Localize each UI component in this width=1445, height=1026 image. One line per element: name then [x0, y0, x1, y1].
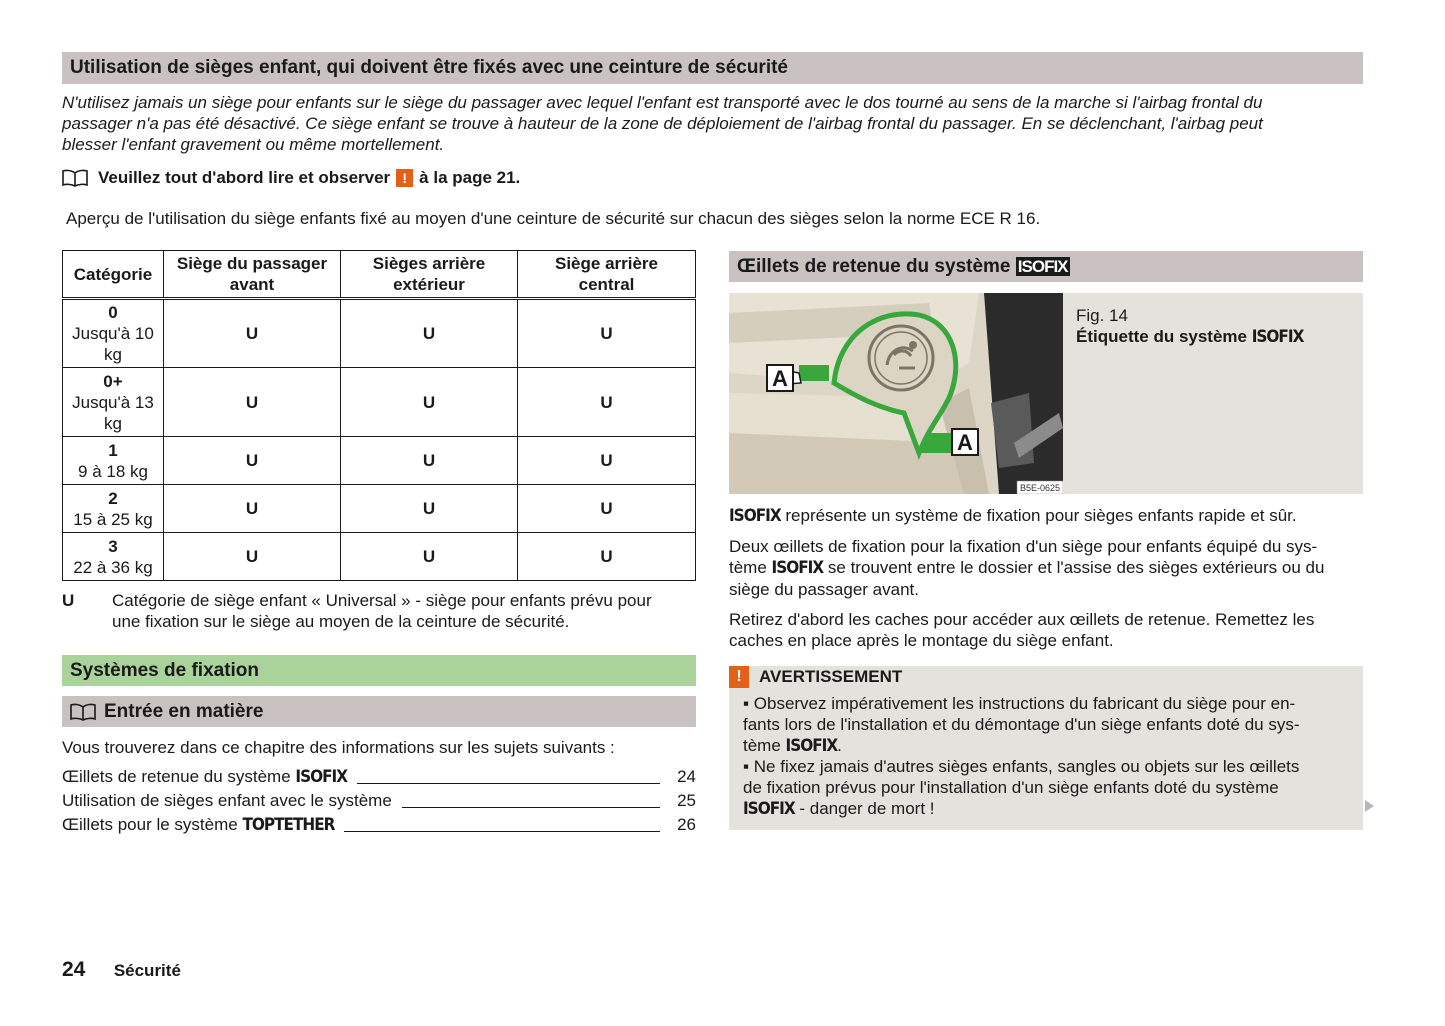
page-number: 24 [62, 958, 86, 981]
read-first-text: Veuillez tout d'abord lire et observer [98, 168, 391, 187]
value-cell: U [518, 368, 696, 437]
category-cell: 1 9 à 18 kg [63, 437, 164, 485]
category-cell: 0+ Jusqu'à 13 kg [63, 368, 164, 437]
section-heading-seatbelt [62, 52, 1363, 84]
page-footer [62, 958, 181, 982]
value-cell: U [341, 437, 518, 485]
italic-line: blesser l'enfant gravement ou même mortellement. [62, 135, 445, 154]
table-header-rear-center: Siège arrière central [518, 251, 696, 299]
value-cell: U [518, 485, 696, 533]
book-icon [70, 703, 96, 721]
section-heading-isofix [729, 251, 1363, 282]
table-row [63, 533, 696, 581]
intro-italic-paragraph [62, 92, 1372, 155]
value-cell: U [164, 299, 341, 368]
isofix-logo: ISOFIX [295, 767, 348, 787]
table-header-category: Catégorie [63, 251, 164, 299]
toptether-logo: TOPTETHER [242, 815, 335, 835]
next-page-arrow-icon[interactable] [1365, 800, 1374, 812]
isofix-logo: ISOFIX [785, 736, 838, 756]
read-first-page-ref[interactable]: à la page 21. [419, 168, 521, 187]
toc-page: 25 [677, 791, 696, 810]
legend-line: Catégorie de siège enfant « Universal » - siège pour enfants prévu pour [112, 591, 652, 610]
table-row [63, 368, 696, 437]
fig-caption-text: Étiquette du système [1076, 327, 1247, 346]
value-cell: U [341, 299, 518, 368]
book-icon [62, 169, 88, 187]
toc-entry-toptether[interactable] [62, 815, 696, 839]
italic-line: passager n'a pas été désactivé. Ce siège enfant se trouve à hauteur de la zone de déploiement de l'airbag frontal du passager. En se déclenchant, l'airbag peut [62, 114, 1263, 133]
warning-ref-icon[interactable] [396, 169, 413, 187]
toc-page: 26 [677, 815, 696, 834]
isofix-logo: ISOFIX [771, 558, 824, 578]
warning-icon: ! [729, 666, 749, 688]
isofix-description: ISOFIX représente un système de fixation pour sièges enfants rapide et sûr. [729, 506, 1297, 526]
isofix-logo: ISOFIX [729, 506, 781, 526]
figure-panel [729, 293, 1363, 494]
intro-heading-text: Entrée en matière [104, 701, 264, 722]
read-first-notice [62, 166, 520, 190]
warning-box [729, 666, 1363, 830]
intro-heading [62, 696, 696, 727]
figure-caption [1076, 305, 1303, 348]
legend-key: U [62, 591, 75, 610]
value-cell: U [164, 533, 341, 581]
child-seat-category-table [62, 250, 696, 581]
category-cell: 2 15 à 25 kg [63, 485, 164, 533]
table-header-front-passenger: Siège du passager avant [164, 251, 341, 299]
footer-section: Sécurité [113, 961, 181, 980]
warning-item: ▪ Observez impérativement les instructions du fabricant du siège pour en- fants lors de l'installation et du démontage d'un siège enfants doté du sys- tème ISOFIX. [743, 694, 1300, 756]
legend-line: une fixation sur le siège au moyen de la ceinture de sécurité. [112, 612, 570, 631]
isofix-logo: ISOFIX [1017, 257, 1068, 276]
bullet: ▪ [743, 694, 750, 713]
table-row [63, 299, 696, 368]
toc-label: Utilisation de sièges enfant avec le système [62, 791, 392, 810]
table-row [63, 485, 696, 533]
table-header-rear-outer: Sièges arrière extérieur [341, 251, 518, 299]
value-cell: U [341, 368, 518, 437]
warning-item: ▪ Ne fixez jamais d'autres sièges enfants, sangles ou objets sur les œillets de fixation prévus pour l'installation d'un siège enfants doté du système ISOFIX - danger de mort ! [743, 757, 1300, 819]
toc-entry-usage[interactable] [62, 791, 696, 815]
value-cell: U [164, 485, 341, 533]
toc-label: Œillets pour le système [62, 815, 238, 834]
bullet: ▪ [743, 757, 750, 776]
figure-marker-a: A [957, 430, 973, 455]
isofix-logo: ISOFIX [743, 799, 795, 819]
value-cell: U [341, 485, 518, 533]
fig-number: Fig. 14 [1076, 306, 1128, 325]
section-heading-isofix-text: Œillets de retenue du système [737, 256, 1011, 277]
table-row [63, 437, 696, 485]
value-cell: U [518, 533, 696, 581]
category-cell: 0 Jusqu'à 10 kg [63, 299, 164, 368]
caps-paragraph: Retirez d'abord les caches pour accéder aux œillets de retenue. Remettez les caches en place après le montage du siège enfant. [729, 610, 1315, 650]
warning-ref-glyph: ! [402, 170, 407, 186]
figure-marker-a: A [772, 366, 788, 391]
overview-paragraph: Aperçu de l'utilisation du siège enfants fixé au moyen d'une ceinture de sécurité sur chacun des sièges selon la norme ECE R 16. [66, 209, 1041, 228]
value-cell: U [518, 299, 696, 368]
value-cell: U [518, 437, 696, 485]
toc-page: 24 [677, 767, 696, 786]
toc-entry-isofix[interactable] [62, 767, 696, 791]
table-legend [62, 590, 702, 632]
section-heading-fixation-text: Systèmes de fixation [70, 660, 260, 681]
category-cell: 3 22 à 36 kg [63, 533, 164, 581]
intro-text: Vous trouverez dans ce chapitre des informations sur les sujets suivants : [62, 738, 615, 757]
italic-line: N'utilisez jamais un siège pour enfants sur le siège du passager avec lequel l'enfant est transporté avec le dos tourné au sens de la marche si l'airbag frontal du [62, 93, 1263, 112]
value-cell: U [164, 437, 341, 485]
isofix-logo: ISOFIX [1251, 327, 1304, 347]
section-heading-seatbelt-text: Utilisation de sièges enfant, qui doivent être fixés avec une ceinture de sécurité [70, 57, 789, 78]
warning-header [729, 666, 902, 688]
section-heading-fixation [62, 655, 696, 686]
warning-title: AVERTISSEMENT [759, 667, 903, 686]
anchor-paragraph: Deux œillets de fixation pour la fixation d'un siège pour enfants équipé du sys- tème ISOFIX se trouvent entre le dossier et l'assise des sièges extérieurs ou du siège du passager avant. [729, 537, 1325, 599]
isofix-figure [729, 293, 1063, 494]
value-cell: U [341, 533, 518, 581]
toc-label: Œillets de retenue du système [62, 767, 291, 786]
figure-code: B5E-0625 [1019, 483, 1061, 493]
value-cell: U [164, 368, 341, 437]
